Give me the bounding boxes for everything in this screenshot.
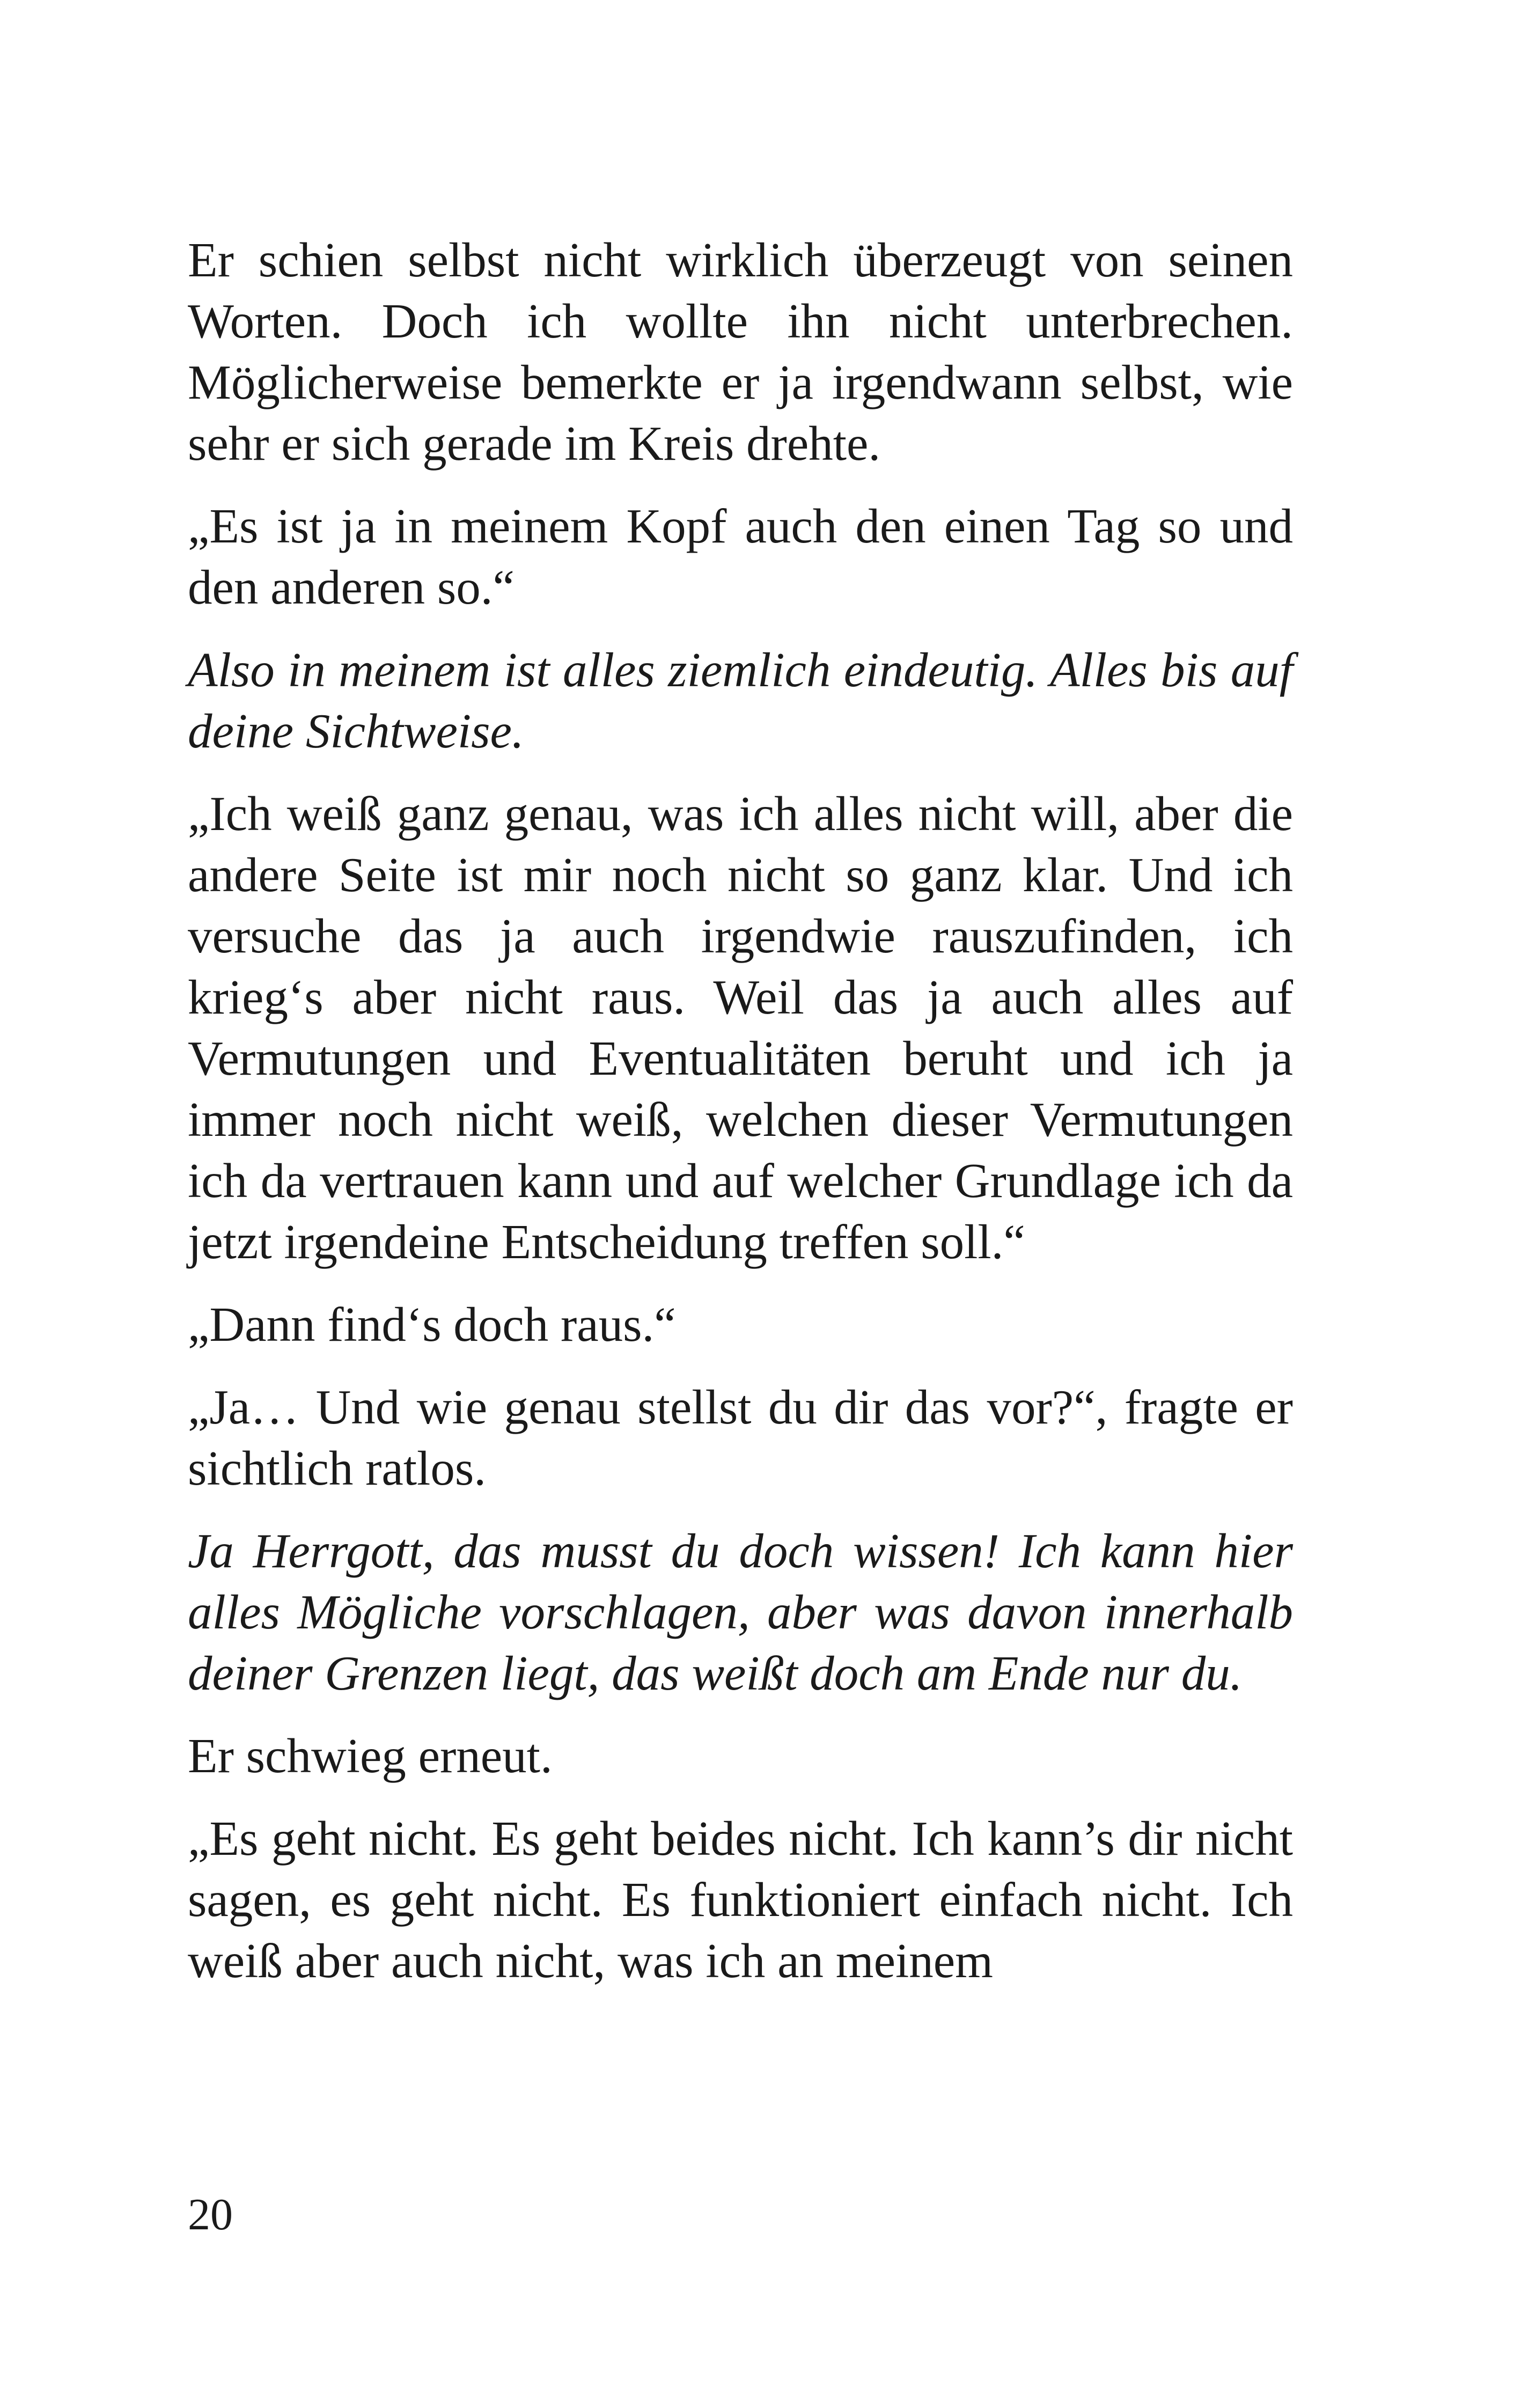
- paragraph-6: „Ja… Und wie genau stellst du dir das vor?“, fragte er sichtlich ratlos.: [188, 1380, 1293, 1495]
- paragraph-5: „Dann find‘s doch raus.“: [188, 1297, 676, 1352]
- paragraph-7-thought: Ja Herrgott, das musst du doch wissen! Ich kann hier alles Mögliche vorschlagen, aber was davon innerhalb deiner Grenzen liegt, das weißt doch am Ende nur du.: [188, 1524, 1293, 1700]
- paragraph-9: „Es geht nicht. Es geht beides nicht. Ich kann’s dir nicht sagen, es geht nicht. Es funktioniert einfach nicht. Ich weiß aber auch nicht, was ich an meinem: [188, 1811, 1293, 1988]
- paragraph-8: Er schwieg erneut.: [188, 1729, 553, 1783]
- page-number: 20: [188, 2190, 233, 2240]
- paragraph-4: „Ich weiß ganz genau, was ich alles nicht will, aber die andere Seite ist mir noch nicht so ganz klar. Und ich versuche das ja auch irgendwie rauszufinden, ich krieg‘s aber nicht raus. Weil das ja auch alles auf Vermutungen und Eventualitäten beruht und ich ja immer noch nicht weiß, welchen dieser Vermutungen ich da vertrauen kann und auf welcher Grundlage ich da jetzt irgendeine Entscheidung treffen soll.“: [188, 787, 1293, 1269]
- body-text: [188, 230, 1293, 2013]
- paragraph-3-thought: Also in meinem ist alles ziemlich eindeutig. Alles bis auf deine Sichtweise.: [188, 643, 1293, 758]
- paragraph-2: „Es ist ja in meinem Kopf auch den einen Tag so und den anderen so.“: [188, 499, 1293, 614]
- paragraph-1: Er schien selbst nicht wirklich überzeugt von seinen Worten. Doch ich wollte ihn nicht unterbrechen. Möglicherweise bemerkte er ja irgendwann selbst, wie sehr er sich gerade im Kreis drehte.: [188, 233, 1293, 471]
